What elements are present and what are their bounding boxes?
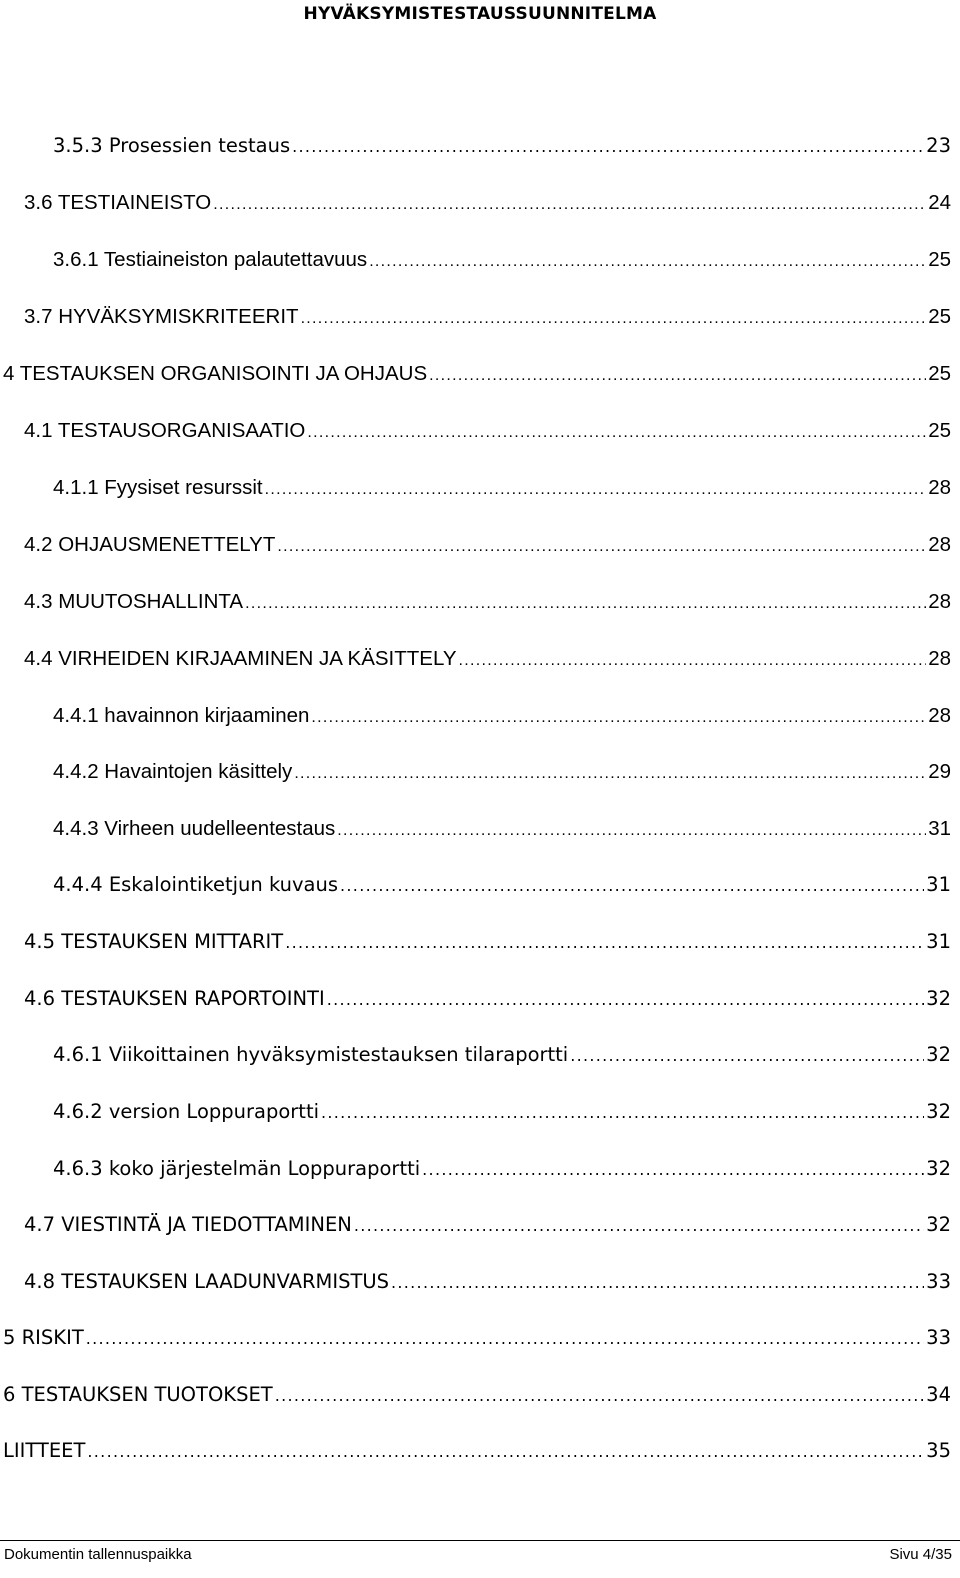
toc-entry[interactable] bbox=[24, 928, 951, 957]
toc-entry-label: 4.6 TESTAUKSEN RAPORTOINTI bbox=[24, 987, 325, 1010]
toc-entry-label: 3.6.1 Testiaineiston palautettavuus bbox=[53, 248, 368, 271]
toc-entry[interactable] bbox=[24, 417, 951, 447]
toc-entry-label: 5 RISKIT bbox=[3, 1326, 84, 1349]
toc-dot-leader bbox=[570, 1042, 924, 1070]
toc-entry-page-number: 32 bbox=[926, 1157, 951, 1180]
toc-entry-label: 3.5.3 Prosessien testaus bbox=[53, 134, 291, 157]
toc-entry-page-number: 28 bbox=[928, 476, 951, 499]
toc-dot-leader bbox=[354, 1212, 924, 1240]
toc-entry-page-number: 25 bbox=[928, 362, 951, 385]
toc-entry-label: 4.6.1 Viikoittainen hyväksymistestauksen tilaraportti bbox=[53, 1043, 569, 1066]
toc-entry-label: 4.1 TESTAUSORGANISAATIO bbox=[24, 419, 306, 442]
toc-entry-page-number: 28 bbox=[928, 533, 951, 556]
toc-entry[interactable] bbox=[24, 531, 951, 561]
toc-dot-leader bbox=[337, 817, 926, 845]
footer-storage-location: Dokumentin tallennuspaikka bbox=[4, 1546, 192, 1563]
toc-entry-label: 4.6.3 koko järjestelmän Loppuraportti bbox=[53, 1157, 421, 1180]
toc-dot-leader bbox=[275, 1382, 924, 1410]
toc-dot-leader bbox=[307, 419, 926, 447]
toc-dot-leader bbox=[321, 1099, 924, 1127]
toc-entry-page-number: 33 bbox=[926, 1326, 951, 1349]
toc-entry-page-number: 32 bbox=[926, 1213, 951, 1236]
toc-entry[interactable] bbox=[3, 1437, 951, 1466]
toc-dot-leader bbox=[292, 133, 924, 161]
toc-dot-leader bbox=[369, 248, 926, 276]
toc-entry[interactable] bbox=[53, 815, 951, 845]
toc-entry-label: 4.5 TESTAUKSEN MITTARIT bbox=[24, 930, 284, 953]
toc-entry-label: 4.1.1 Fyysiset resurssit bbox=[53, 476, 263, 499]
toc-dot-leader bbox=[311, 704, 926, 732]
toc-entry-page-number: 32 bbox=[926, 987, 951, 1010]
toc-entry[interactable] bbox=[24, 1268, 951, 1297]
toc-entry-page-number: 28 bbox=[928, 647, 951, 670]
toc-entry-page-number: 31 bbox=[926, 930, 951, 953]
toc-entry[interactable] bbox=[24, 1211, 951, 1240]
document-header-title: HYVÄKSYMISTESTAUSSUUNNITELMA bbox=[303, 4, 657, 24]
toc-entry-page-number: 25 bbox=[928, 248, 951, 271]
toc-entry-label: 4 TESTAUKSEN ORGANISOINTI JA OHJAUS bbox=[3, 362, 428, 385]
toc-dot-leader bbox=[429, 362, 926, 390]
toc-entry-page-number: 23 bbox=[926, 134, 951, 157]
toc-entry[interactable] bbox=[53, 702, 951, 732]
toc-entry-label: 4.4.2 Havaintojen käsittely bbox=[53, 760, 293, 783]
toc-entry-label: 4.3 MUUTOSHALLINTA bbox=[24, 590, 244, 613]
toc-entry[interactable] bbox=[24, 985, 951, 1014]
toc-entry-page-number: 25 bbox=[928, 305, 951, 328]
toc-entry-label: 4.8 TESTAUKSEN LAADUNVARMISTUS bbox=[24, 1270, 390, 1293]
toc-dot-leader bbox=[340, 872, 924, 900]
toc-entry-page-number: 32 bbox=[926, 1100, 951, 1123]
toc-dot-leader bbox=[245, 590, 926, 618]
toc-entry[interactable] bbox=[3, 360, 951, 390]
toc-entry-page-number: 28 bbox=[928, 704, 951, 727]
toc-entry-label: 3.7 HYVÄKSYMISKRITEERIT bbox=[24, 305, 299, 328]
toc-entry-label: 4.4.3 Virheen uudelleentestaus bbox=[53, 817, 336, 840]
toc-entry-label: 4.6.2 version Loppuraportti bbox=[53, 1100, 320, 1123]
footer-divider bbox=[0, 1540, 960, 1541]
toc-dot-leader bbox=[327, 986, 924, 1014]
toc-entry[interactable] bbox=[53, 246, 951, 276]
toc-entry-page-number: 33 bbox=[926, 1270, 951, 1293]
toc-dot-leader bbox=[86, 1325, 924, 1353]
toc-entry-page-number: 32 bbox=[926, 1043, 951, 1066]
toc-entry-label: 6 TESTAUKSEN TUOTOKSET bbox=[3, 1383, 273, 1406]
toc-dot-leader bbox=[213, 191, 926, 219]
toc-entry[interactable] bbox=[3, 1381, 951, 1410]
toc-entry-page-number: 29 bbox=[928, 760, 951, 783]
toc-dot-leader bbox=[459, 647, 927, 675]
toc-dot-leader bbox=[391, 1269, 924, 1297]
toc-entry-page-number: 31 bbox=[928, 817, 951, 840]
toc-entry-label: 4.4.4 Eskalointiketjun kuvaus bbox=[53, 873, 339, 896]
toc-dot-leader bbox=[422, 1156, 924, 1184]
toc-entry[interactable] bbox=[53, 1098, 951, 1127]
toc-entry-page-number: 28 bbox=[928, 590, 951, 613]
toc-entry[interactable] bbox=[3, 1324, 951, 1353]
footer-page-number: Sivu 4/35 bbox=[889, 1546, 952, 1563]
toc-entry-label: 4.4 VIRHEIDEN KIRJAAMINEN JA KÄSITTELY bbox=[24, 647, 457, 670]
toc-entry[interactable] bbox=[53, 474, 951, 504]
toc-dot-leader bbox=[87, 1438, 924, 1466]
toc-entry[interactable] bbox=[53, 1155, 951, 1184]
toc-entry-page-number: 34 bbox=[926, 1383, 951, 1406]
toc-entry-label: 4.2 OHJAUSMENETTELYT bbox=[24, 533, 276, 556]
toc-entry-page-number: 31 bbox=[926, 873, 951, 896]
toc-entry-page-number: 35 bbox=[926, 1439, 951, 1462]
toc-entry-label: LIITTEET bbox=[3, 1439, 86, 1462]
toc-entry[interactable] bbox=[24, 303, 951, 333]
toc-entry-page-number: 25 bbox=[928, 419, 951, 442]
toc-dot-leader bbox=[294, 760, 926, 788]
toc-entry-label: 4.7 VIESTINTÄ JA TIEDOTTAMINEN bbox=[24, 1213, 352, 1236]
toc-dot-leader bbox=[285, 929, 924, 957]
toc-entry[interactable] bbox=[53, 1041, 951, 1070]
toc-entry[interactable] bbox=[24, 645, 951, 675]
toc-dot-leader bbox=[265, 476, 927, 504]
toc-dot-leader bbox=[277, 533, 926, 561]
toc-entry[interactable] bbox=[53, 758, 951, 788]
toc-entry[interactable] bbox=[24, 588, 951, 618]
toc-entry[interactable] bbox=[53, 871, 951, 900]
toc-entry[interactable] bbox=[24, 189, 951, 219]
toc-entry[interactable] bbox=[53, 132, 951, 161]
toc-entry-label: 3.6 TESTIAINEISTO bbox=[24, 191, 212, 214]
toc-entry-label: 4.4.1 havainnon kirjaaminen bbox=[53, 704, 310, 727]
toc-dot-leader bbox=[301, 305, 927, 333]
toc-entry-page-number: 24 bbox=[928, 191, 951, 214]
